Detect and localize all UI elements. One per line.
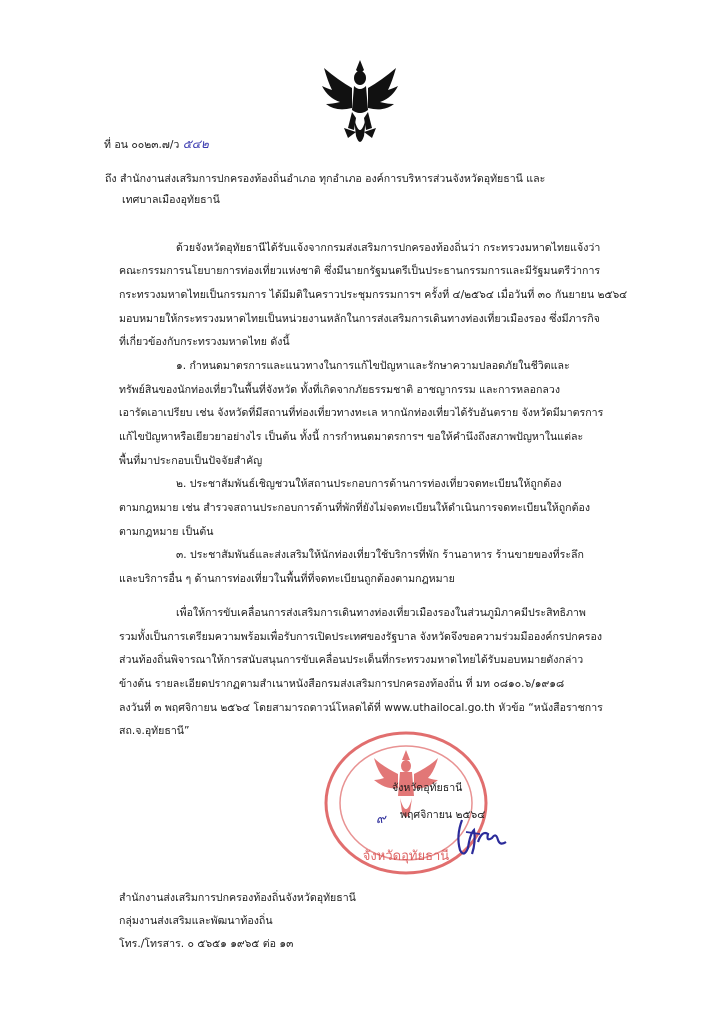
doc-number-label: ที่ อน ๐๐๒๓.๗/ว (104, 139, 180, 151)
item-3-line: ๓. ประชาสัมพันธ์และส่งเสริมให้นักท่องเที่ยวใช้บริการที่พัก ร้านอาหาร ร้านขายของที่ระลึก (176, 549, 584, 561)
item-2-line: ตามกฎหมาย เช่น สำรวจสถานประกอบการด้านที่พักที่ยังไม่จดทะเบียนให้ดำเนินการจดทะเบียนให้ถูกต้อง (119, 502, 591, 514)
signing-authority: จังหวัดอุทัยธานี (392, 782, 463, 794)
item-1-line: แก้ไขปัญหาหรือเยียวยาอย่างไร เป็นต้น ทั้งนี้ การกำหนดมาตรการฯ ขอให้คำนึงถึงสภาพปัญหาในแต่ละ (119, 431, 584, 443)
item-1-line: เอารัดเอาเปรียบ เช่น จังหวัดที่มีสถานที่ท่องเที่ยวทางทะเล หากนักท่องเที่ยวได้รับอันตราย จังหวัดมีมาตรการ (119, 407, 604, 419)
footer-group: กลุ่มงานส่งเสริมและพัฒนาท้องถิ่น (119, 915, 273, 927)
signature-date: พฤศจิกายน ๒๕๖๔ (400, 809, 486, 821)
paragraph-1-line: กระทรวงมหาดไทยเป็นกรรมการ ได้มีมติในคราวประชุมกรรมการฯ ครั้งที่ ๔/๒๕๖๔ เมื่อวันที่ ๓๐ กันยายน ๒๕๖๔ (119, 289, 628, 301)
paragraph-2-line: เพื่อให้การขับเคลื่อนการส่งเสริมการเดินทางท่องเที่ยวเมืองรองในส่วนภูมิภาคมีประสิทธิภาพ (176, 607, 586, 619)
paragraph-1-line: ด้วยจังหวัดอุทัยธานีได้รับแจ้งจากกรมส่งเสริมการปกครองท้องถิ่นว่า กระทรวงมหาดไทยแจ้งว่า (176, 242, 601, 254)
paragraph-2-line: รวมทั้งเป็นการเตรียมความพร้อมเพื่อรับการเปิดประเทศของรัฐบาล จังหวัดจึงขอความร่วมมือองค์กรปกครอง (119, 631, 603, 643)
recipient-line-2: เทศบาลเมืองอุทัยธานี (122, 194, 220, 206)
item-1-line: พื้นที่มาประกอบเป็นปัจจัยสำคัญ (119, 455, 263, 467)
doc-number (104, 137, 209, 152)
paragraph-1-line: ที่เกี่ยวข้องกับกระทรวงมหาดไทย ดังนี้ (119, 336, 290, 348)
doc-number-handwritten: ๕๔๒ (182, 137, 209, 151)
garuda-emblem-icon (318, 58, 402, 150)
footer-phone: โทร./โทรสาร. ๐ ๕๖๕๑ ๑๙๖๕ ต่อ ๑๓ (119, 938, 294, 950)
handwritten-signature (452, 812, 512, 860)
handwritten-day: ๙ (376, 812, 386, 827)
recipient-line-1: ถึง สำนักงานส่งเสริมการปกครองท้องถิ่นอำเภอ ทุกอำเภอ องค์การบริหารส่วนจังหวัดอุทัยธานี และ (105, 173, 546, 185)
paragraph-2-line: ลงวันที่ ๓ พฤศจิกายน ๒๕๖๔ โดยสามารถดาวน์โหลดได้ที่ www.uthailocal.go.th หัวข้อ “หนังสือราชการ (119, 702, 603, 714)
paragraph-1-line: คณะกรรมการนโยบายการท่องเที่ยวแห่งชาติ ซึ่งมีนายกรัฐมนตรีเป็นประธานกรรมการและมีรัฐมนตรีว่าการ (119, 265, 601, 277)
seal-text: จังหวัดอุทัยธานี (362, 849, 450, 864)
paragraph-2-line: ข้างต้น รายละเอียดปรากฏตามสำเนาหนังสือกรมส่งเสริมการปกครองท้องถิ่น ที่ มท ๐๘๑๐.๖/๑๙๑๘ (119, 678, 565, 690)
item-2-line: ๒. ประชาสัมพันธ์เชิญชวนให้สถานประกอบการด้านการท่องเที่ยวจดทะเบียนให้ถูกต้อง (176, 478, 562, 490)
footer-office: สำนักงานส่งเสริมการปกครองท้องถิ่นจังหวัดอุทัยธานี (119, 892, 356, 904)
item-1-line: ทรัพย์สินของนักท่องเที่ยวในพื้นที่จังหวัด ทั้งที่เกิดจากภัยธรรมชาติ อาชญากรรม และการหลอกลวง (119, 384, 561, 396)
item-3-line: และบริการอื่น ๆ ด้านการท่องเที่ยวในพื้นที่ที่จดทะเบียนถูกต้องตามกฎหมาย (119, 573, 455, 585)
item-1-line: ๑. กำหนดมาตรการและแนวทางในการแก้ไขปัญหาและรักษาความปลอดภัยในชีวิตและ (176, 360, 570, 372)
paragraph-2-line: ส่วนท้องถิ่นพิจารณาให้การสนับสนุนการขับเคลื่อนประเด็นที่กระทรวงมหาดไทยได้รับมอบหมายดังกล่าว (119, 654, 584, 666)
item-2-line: ตามกฎหมาย เป็นต้น (119, 526, 214, 538)
paragraph-2-line: สถ.จ.อุทัยธานี” (119, 725, 190, 737)
paragraph-1-line: มอบหมายให้กระทรวงมหาดไทยเป็นหน่วยงานหลักในการส่งเสริมการเดินทางท่องเที่ยวเมืองรอง ซึ่งมีภารกิจ (119, 313, 600, 325)
